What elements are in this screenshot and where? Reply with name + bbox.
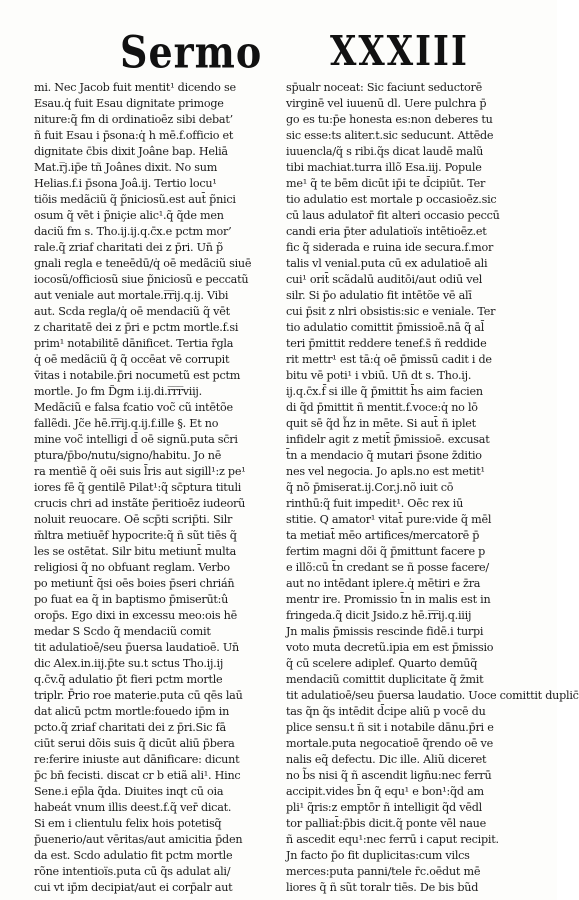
text-line: religiosi q̃ no obfuant reglam. Verbo [34, 561, 230, 574]
text-line: iocosũ/officiosũ siue p̃niciosũ e peccatũ [34, 273, 249, 286]
text-line: plice sensu.t ñ sit i notabile dānu.p̄ri e [286, 721, 494, 734]
text-line: rale.q̃ zriaf charitati dei z p̄ri. Un̄ p̃ [34, 241, 223, 254]
text-line: dic Alex.in.iij.p̄te su.t sctus Tho.ij.ij [34, 657, 224, 670]
text-line: da est. Scdo adulatio fit pctm mortle [34, 849, 233, 862]
text-line: Mat.r̅j.ip̄e tñ Joânes dixit. No sum [34, 161, 218, 174]
header-sermo: Sermo [120, 26, 263, 78]
text-line: orop̄s. Ego dixi in excessu meo:ois hē [34, 609, 237, 622]
text-line: rõne intentioïs.puta cū q̃s adulat ali/ [34, 865, 231, 878]
text-line: po metiunt̄ q̃si oēs boies p̄seri chrián̄ [34, 577, 235, 590]
text-line: pcto.q̃ zriaf charitati dei z p̄ri.Sic fā [34, 721, 226, 734]
text-line: Jn facto p̄o fit duplicitas:cum vilcs [286, 849, 470, 862]
text-line: ta metiat̄ mēo artifices/mercatorē p̄ [286, 529, 480, 542]
text-line: crucis chri ad instãte p̄eritioēz iudeorũ [34, 497, 246, 510]
text-line: bitu vē poti¹ i vbiū. Un̄ dt s. Tho.ij. [286, 369, 472, 382]
text-line: tibi machiat.turra illõ Esa.iij. Popule [286, 161, 482, 174]
text-line: q̇ oē medãciũ q̃ q̃ occēat vē corrupit [34, 353, 230, 366]
text-line: dignitate c̄bis dixit Joâne bap. Heliā [34, 145, 228, 158]
text-line: tas q̃n q̃s intēdit d̄cipe aliũ p vocē du [286, 705, 486, 718]
text-line: q̃ cū scelere adiplef. Quarto demūq̃ [286, 657, 478, 670]
text-line: quit sē q̃d h̃z in mēte. Si aut̄ ñ iplet [286, 417, 476, 430]
text-line: medar S Scdo q̃ mendaciũ comit [34, 625, 211, 638]
text-line: fallẽdi. Jc̃e hē.r̅r̅ij.q.ij.f.ille §. Et no [34, 417, 219, 430]
text-line: z charitatē dei z p̄ri e pctm mortle.f.si [34, 321, 239, 334]
text-line: mendaciũ comittit duplicitate q̃ z̄mit [286, 673, 484, 686]
text-line: daciũ fm s. Tho.ij.ij.q.c̄x.e pctm mor’ [34, 225, 232, 238]
text-line: Jn malis p̄missis rescinde fidē.i turpi [286, 625, 484, 638]
text-line: Esau.q̇ fuit Esau dignitate primoge [34, 97, 224, 110]
text-line: voto muta decretũ.ipia em est p̄missio [286, 641, 494, 654]
text-line: sic esse:ts aliter.t.sic seducunt. Attēde [286, 129, 494, 142]
text-line: ij.q.c̄x.f̄ si ille q̃ p̄mittit h̄s aim facien [286, 385, 483, 398]
text-line: tit adulatioē/seu p̄uersa laudatioē. Un̄ [34, 641, 239, 654]
header-number: XXXIII [330, 28, 469, 76]
text-line: noluit reuocare. Oē scp̄ti scrip̄ti. Silr [34, 513, 233, 526]
text-line: fertim magni dõi q̃ p̄mittunt facere p [286, 545, 486, 558]
text-line: osum q̃ vēt i p̃niçie alic¹.q̃ q̃de men [34, 209, 224, 222]
text-line: rinthū:q̃ fuit impedit¹. Oēc rex iū [286, 497, 464, 510]
text-line: liores q̃ ñ sũt toralr tiēs. De bis bũd [286, 881, 479, 894]
text-line: cui vt ip̄m decipiat/aut ei corp̄alr aut [34, 881, 233, 894]
text-line: re:ferire iniuste aut dānificare: dicunt [34, 753, 240, 766]
text-line: mi. Nec Jacob fuit mentit¹ dicendo se [34, 81, 236, 94]
text-line: ra mentìē q̃ oēi suis l̄ris aut sigill¹:z pe¹ [34, 465, 246, 478]
text-line: tor palliat̄:p̄bis dicit.q̃ ponte vēl naue [286, 817, 486, 830]
text-line: cū laus adulator̄ fit alteri occasio peccū [286, 209, 500, 222]
text-line: fic q̃ siderada e ruina ide secura.f.mor [286, 241, 494, 254]
text-line: sp̄ualr noceat: Sic faciunt seductorē [286, 81, 482, 94]
text-line: t̄n a mendacio q̃ mutari p̄sone z̄ditio [286, 449, 482, 462]
text-line: po fuat ea q̃ in baptismo p̄miserūt:û [34, 593, 229, 606]
text-line: Sene.i ep̄la q̃da. Diuites inqt cū oia [34, 785, 224, 798]
text-line: p̄c bn̄ fecisti. discat cr b etiã ali¹. Hinc [34, 769, 241, 782]
text-line: nalis eq̃ defectu. Dic ille. Aliũ diceret [286, 753, 487, 766]
text-line: silr. Si p̄o adulatio fit intētõe vē alī [286, 289, 472, 302]
text-line: p̄uenerio/aut vēritas/aut amicitia p̄den [34, 833, 243, 846]
text-line: tit adulatioē/seu p̄uersa laudatio. Uoce comittit duplic̄ [286, 689, 579, 702]
text-line: nes vel negocia. Jo apls.no est metit¹ [286, 465, 485, 478]
text-line: prim¹ notabilitē dānificet. Tertia r̄gla [34, 337, 234, 350]
text-line: mine voc̃ intelligi d̄ oē signũ.puta sc̄ri [34, 433, 238, 446]
text-line: tiõis medãciũ q̃ p̃niciosũ.est aut̄ p̃nici [34, 193, 236, 206]
text-line: triplr. P̄rio roe materie.puta cū qēs laū [34, 689, 243, 702]
text-line: Si em i clientulu felix hois potetisq̃ [34, 817, 222, 830]
text-line: ciūt serui dõis suis q̃ dicūt aliū p̄bera [34, 737, 235, 750]
column-gutter [274, 80, 275, 860]
text-line: mentr ire. Promissio t̄n in malis est in [286, 593, 491, 606]
text-line: m̄ltra metiuēf hypocrite:q̃ ñ sũt tiēs q̃ [34, 529, 237, 542]
text-line: gnali regla e teneēdū/q̇ oē medãciũ siuē [34, 257, 252, 270]
text-line: go es tu:p̄e honesta es:non deberes tu [286, 113, 493, 126]
text-line: tio adulatio comittit p̄missioē.nā q̃ al̄ [286, 321, 485, 334]
text-line: di q̃d p̄mittit ñ mentit.f.voce:q̇ no lō [286, 401, 478, 414]
text-line: cui p̄sit z nlri obsistis:sic e veniale. Ter [286, 305, 496, 318]
text-line: stitie. Q amator¹ vitat̄ pure:vide q̃ mēl [286, 513, 492, 526]
text-line: les se ostētat. Silr bitu metiunt̄ multa [34, 545, 237, 558]
text-line: ñ fuit Esau i p̄sona:q̇ h mē.f.officio et [34, 129, 234, 142]
text-line: cui¹ orit̄ scãdalū auditōi/aut odiū vel [286, 273, 483, 286]
text-line: aut. Scda regla/q̇ oē mendaciũ q̃ vēt [34, 305, 230, 318]
text-line: talis vl venial.puta cū ex adulatioē ali [286, 257, 488, 270]
text-line: pli¹ q̃ris:z emptōr ñ intelligit q̃d vēdl [286, 801, 482, 814]
text-line: v̄itas i notabile.p̄ri nocumetũ est pctm [34, 369, 241, 382]
text-line: iuuencla/q̃ s ribi.q̃s dicat laudē malũ [286, 145, 484, 158]
text-line: q.c̄v.q̃ adulatio p̄t fieri pctm mortle [34, 673, 223, 686]
text-line: aut veniale aut mortale.r̅r̅ij.q.ij. Vibi [34, 289, 229, 302]
text-line: habeát vnum illis deest.f.q̃ ver̄ dicat. [34, 801, 232, 814]
text-line: mortle. Jo fm D̃gm i.ij.di.r̅r̅r̅viij. [34, 385, 202, 398]
text-line: ñ ascedit equ¹:nec ferrū i caput recipit. [286, 833, 499, 846]
text-line: q̃ nõ p̄miserat.ij.Cor.j.nõ iuit cō [286, 481, 454, 494]
text-line: infidelr agit z metit̄ p̄missioē. excusat [286, 433, 490, 446]
text-line: aut no intēdant iplere.q̇ mētiri e z̄ra [286, 577, 481, 590]
text-line: e illõ:cū t̄n credant se ñ posse facere/ [286, 561, 489, 574]
text-line: Medãciũ e falsa fcatio voc̃ cũ intētõe [34, 401, 233, 414]
text-line: teri p̄mittit reddere tenef.s̄ ñ reddide [286, 337, 487, 350]
text-line: virginē vel iuuenū dl. Uere pulchra p̄ [286, 97, 487, 110]
text-line: mortale.puta negocatioē q̃rendo oē ve [286, 737, 493, 750]
text-line: candi eria p̄ter adulatioïs intētioēz.et [286, 225, 487, 238]
text-line: merces:puta panni/tele r̄c.oēdut mē [286, 865, 481, 878]
text-line: rit mettr¹ est tā:q̇ oē p̄missū cadit i de [286, 353, 492, 366]
text-line: dat alicū pctm mortle:fouedo ip̄m in [34, 705, 230, 718]
text-line: accipit.vides b̄n q̃ equ¹ e bon¹:q̃d am [286, 785, 484, 798]
text-line: fringeda.q̃ dicit Jsido.z hē.r̅r̅ij.q.iiij [286, 609, 472, 622]
text-line: me¹ q̃ te bēm dicūt ip̄i te d̄cipiūt. Ter [286, 177, 486, 190]
running-header [0, 22, 557, 78]
right-text-column [286, 80, 579, 896]
text-line: iores fē q̃ gentilē Pilat¹:q̃ sc̄ptura tituli [34, 481, 242, 494]
left-text-column [34, 80, 272, 896]
text-line: tio adulatio est mortale p occasioēz.sic [286, 193, 497, 206]
text-line: no b̃s nisi q̃ ñ ascendit lign̄u:nec ferrū [286, 769, 492, 782]
text-line: niture:q̃ fm di ordinatioēz sibi debat’ [34, 113, 233, 126]
text-line: ptura/p̄bo/nutu/signo/habitu. Jo nē [34, 449, 222, 462]
text-line: Helias.f.i p̄sona Joâ.ij. Tertio locu¹ [34, 177, 217, 190]
